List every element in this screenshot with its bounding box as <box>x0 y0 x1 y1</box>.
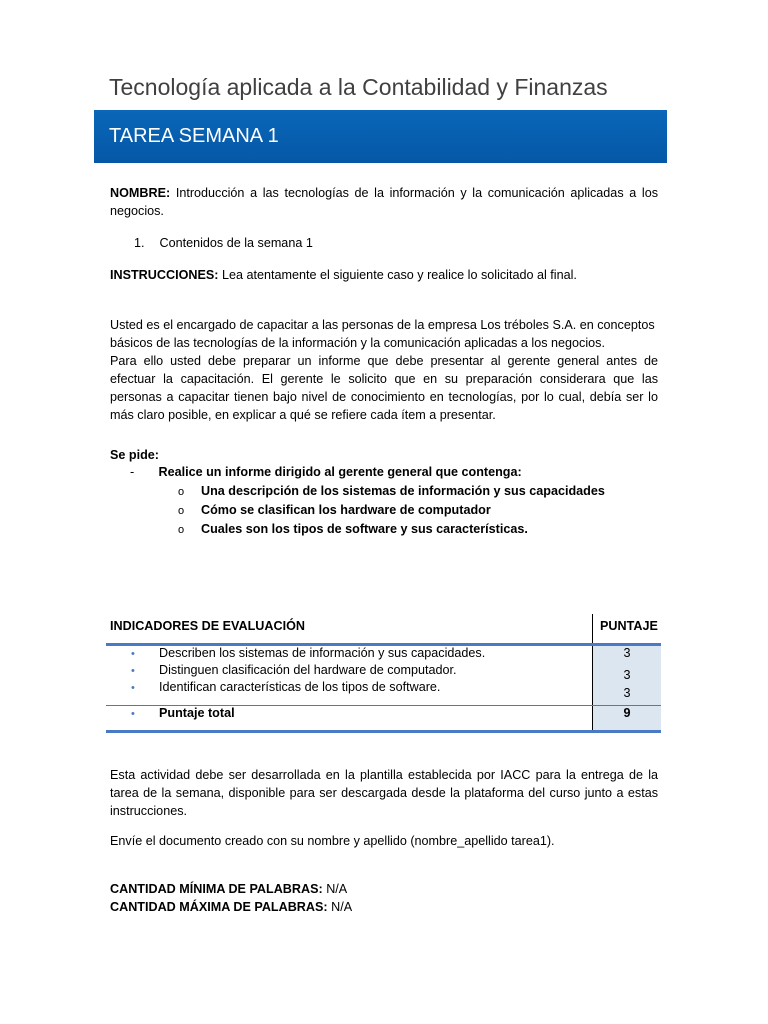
circle-bullet-icon: o <box>178 524 185 536</box>
se-pide-subitem: o Cómo se clasifican los hardware de computador <box>178 503 491 517</box>
envie-paragraph: Envíe el documento creado con su nombre y apellido (nombre_apellido tarea1). <box>110 834 555 848</box>
contenidos-item <box>110 234 658 252</box>
circle-bullet-icon: o <box>178 505 185 517</box>
bullet-icon: • <box>131 682 135 694</box>
course-title: Tecnología aplicada a la Contabilidad y Finanzas <box>109 74 608 100</box>
header-puntaje: PUNTAJE <box>600 619 658 633</box>
bullet-icon: • <box>131 708 135 720</box>
table-row: • Describen los sistemas de información y sus capacidades. <box>131 646 486 660</box>
row-score: 3 <box>623 668 631 682</box>
min-words: CANTIDAD MÍNIMA DE PALABRAS: N/A <box>110 882 348 896</box>
instrucciones-paragraph <box>110 266 658 284</box>
case-description <box>110 316 658 424</box>
se-pide-subitem: o Una descripción de los sistemas de información y sus capacidades <box>178 484 605 498</box>
contenidos-number: 1. <box>134 236 145 250</box>
se-pide-main-text: Realice un informe dirigido al gerente general que contenga: <box>158 465 522 479</box>
case-paragraph-2: Para ello usted debe preparar un informe que debe presentar al gerente general antes de efectuar la capacitación. El gerente le solicito que en su preparación considerara que las personas a capacitar tienen bajo nivel de conocimiento en tecnologías, por lo cual, debía ser lo más claro posible, en explicar a qué se refiere cada ítem a presentar. <box>110 354 658 422</box>
table-row: • Distinguen clasificación del hardware de computador. <box>131 663 457 677</box>
se-pide-label: Se pide: <box>110 448 159 462</box>
bullet-icon: • <box>131 665 135 677</box>
nombre-paragraph <box>110 184 658 220</box>
contenidos-text: Contenidos de la semana 1 <box>159 236 313 250</box>
circle-bullet-icon: o <box>178 486 185 498</box>
nombre-label: NOMBRE: <box>110 186 171 200</box>
total-score: 9 <box>623 706 631 720</box>
task-banner <box>94 110 667 163</box>
case-paragraph-1: Usted es el encargado de capacitar a las personas de la empresa Los tréboles S.A. en conceptos básicos de las tecnologías de la información y la comunicación aplicadas a los negocios. <box>110 318 655 350</box>
row-score: 3 <box>623 646 631 660</box>
table-total-row: • Puntaje total <box>131 706 235 720</box>
table-row: • Identifican características de los tipos de software. <box>131 680 441 694</box>
header-indicadores: INDICADORES DE EVALUACIÓN <box>110 619 305 633</box>
dash-marker: - <box>130 465 135 479</box>
table-bottom-rule <box>106 730 661 733</box>
instrucciones-text: Lea atentamente el siguiente caso y realice lo solicitado al final. <box>221 268 577 282</box>
row-score: 3 <box>623 686 631 700</box>
instrucciones-label: INSTRUCCIONES: <box>110 268 219 282</box>
se-pide-main-item <box>130 465 522 479</box>
nombre-text: Introducción a las tecnologías de la información y la comunicación aplicadas a los negocios. <box>110 186 659 218</box>
word-count-block <box>110 880 658 916</box>
activity-paragraph: Esta actividad debe ser desarrollada en la plantilla establecida por IACC para la entrega de la tarea de la semana, disponible para ser descargada desde la plataforma del curso junto a estas instrucciones. <box>110 768 658 818</box>
table-header <box>106 614 661 644</box>
task-banner-label: TAREA SEMANA 1 <box>109 125 279 147</box>
max-words: CANTIDAD MÁXIMA DE PALABRAS: N/A <box>110 900 353 914</box>
se-pide-subitem: o Cuales son los tipos de software y sus características. <box>178 522 528 536</box>
bullet-icon: • <box>131 648 135 660</box>
